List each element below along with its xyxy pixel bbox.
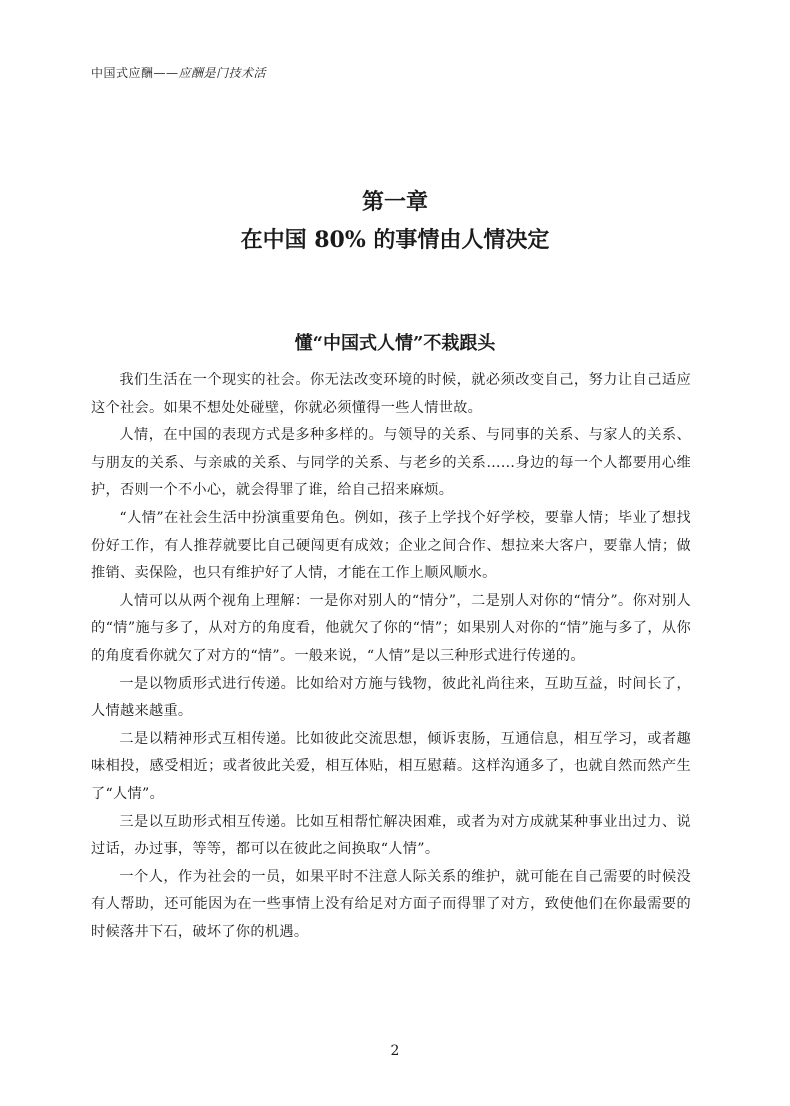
paragraph: 人情，在中国的表现方式是多种多样的。与领导的关系、与同事的关系、与家人的关系、与朋友的关系、与亲戚的关系、与同学的关系、与老乡的关系……身边的每一个人都要用心维护，否则一个不小心，就会得罪了谁，给自己招来麻烦。	[91, 427, 691, 499]
page-number: 2	[390, 1043, 400, 1059]
running-header	[91, 64, 266, 81]
paragraph: 三是以互助形式相互传递。比如互相帮忙解决困难，或者为对方成就某种事业出过力、说过话，办过事，等等，都可以在彼此之间换取“人情”。	[91, 813, 691, 858]
paragraph: 人情可以从两个视角上理解：一是你对别人的“情分”，二是别人对你的“情分”。你对别人的“情”施与多了，从对方的角度看，他就欠了你的“情”；如果别人对你的“情”施与多了，从你的角度看你就欠了对方的“情”。一般来说，“人情”是以三种形式进行传递的。	[91, 592, 691, 664]
paragraph: 一个人，作为社会的一员，如果平时不注意人际关系的维护，就可能在自己需要的时候没有人帮助，还可能因为在一些事情上没有给足对方面子而得罪了对方，致使他们在你最需要的时候落井下石，破坏了你的机遇。	[91, 868, 691, 940]
chapter-title: 在中国 80% 的事情由人情决定	[240, 227, 550, 253]
chapter-number: 第一章	[361, 189, 428, 215]
paragraph: 二是以精神形式互相传递。比如彼此交流思想，倾诉衷肠，互通信息，相互学习，或者趣味相投，感受相近；或者彼此关爱，相互体贴，相互慰藉。这样沟通多了，也就自然而然产生了“人情”。	[91, 730, 691, 802]
paragraph: 我们生活在一个现实的社会。你无法改变环境的时候，就必须改变自己，努力让自己适应这个社会。如果不想处处碰壁，你就必须懂得一些人情世故。	[91, 372, 691, 416]
body-text	[91, 367, 691, 946]
paragraph: “人情”在社会生活中扮演重要角色。例如，孩子上学找个好学校，要靠人情；毕业了想找份好工作，有人推荐就要比自己硬闯更有成效；企业之间合作、想拉来大客户，要靠人情；做推销、卖保险，也只有维护好了人情，才能在工作上顺风顺水。	[91, 509, 691, 582]
paragraph: 一是以物质形式进行传递。比如给对方施与钱物，彼此礼尚往来，互助互益，时间长了，人情越来越重。	[91, 675, 691, 720]
running-header-book-title: 中国式应酬——	[91, 66, 179, 80]
running-header-subtitle: 应酬是门技术活	[178, 66, 267, 80]
section-title: 懂“中国式人情”不栽跟头	[294, 333, 496, 354]
